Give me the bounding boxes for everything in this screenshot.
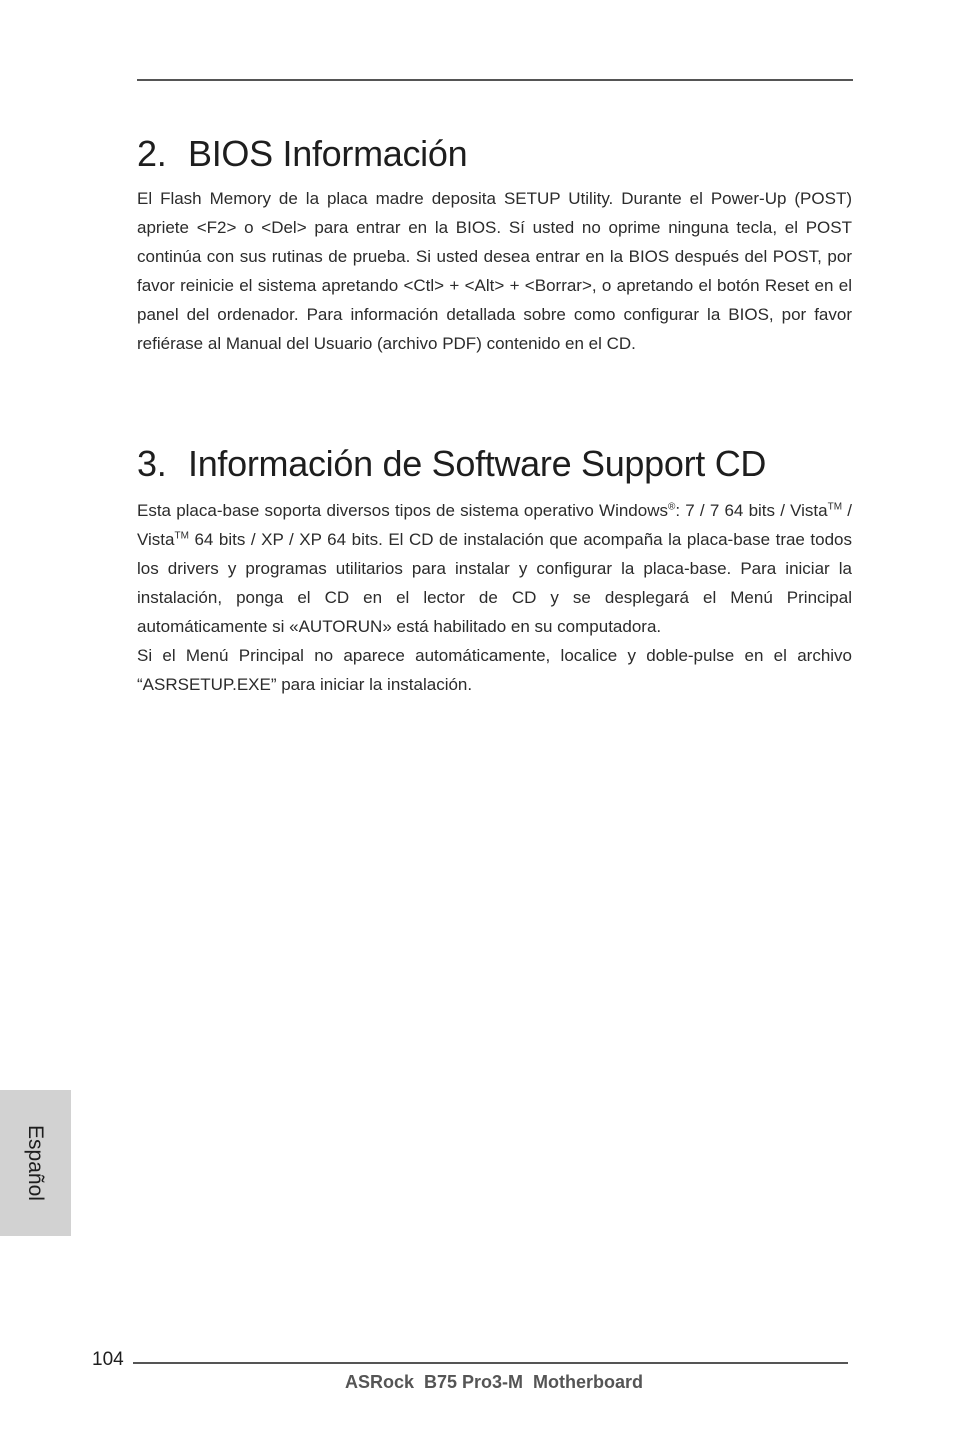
section-software-support-cd [137, 440, 852, 699]
section-number: 3. [137, 443, 167, 484]
footer-title: ASRock B75 Pro3-M Motherboard [345, 1372, 644, 1392]
section-body: El Flash Memory de la placa madre deposita SETUP Utility. Durante el Power-Up (POST) apriete <F2> o <Del> para entrar en la BIOS. Sí usted no oprime ninguna tecla, el POST continúa con sus rutinas de prueba. Si usted desea entrar en la BIOS después del POST, por favor reinicie el sistema apretando <Ctl> + <Alt> + <Borrar>, o apretando el botón Reset en el panel del ordenador. Para información detallada sobre como configurar la BIOS, por favor refiérase al Manual del Usuario (archivo PDF) contenido en el CD. [137, 189, 852, 353]
trademark-mark: TM [827, 501, 843, 513]
section-heading-cd [137, 440, 852, 488]
section-title: BIOS Información [188, 133, 468, 174]
trademark-mark: TM [174, 530, 189, 542]
section-bios-information [137, 130, 852, 358]
section-number: 2. [137, 133, 167, 174]
page-number: 104 [92, 1349, 124, 1370]
section-paragraph-manual-install: Si el Menú Principal no aparece automáticamente, localice y doble-pulse en el archivo “ASRSETUP.EXE” para iniciar la instalación. [137, 646, 852, 694]
text-run: 64 bits / XP / XP 64 bits. El CD de instalación que acompaña la placa-base trae todos los drivers y programas utilitarios para instalar y configurar la placa-base. Para iniciar la instalación, ponga el CD en el lector de CD y se desplegará el Menú Principal automáticamente si «AUTORUN» está habilitado en su computadora. [137, 530, 852, 636]
language-side-tab [0, 1090, 71, 1236]
text-run: Esta placa-base soporta diversos tipos de sistema operativo Windows [137, 501, 668, 520]
text-run: : 7 / 7 64 bits / Vista [675, 501, 828, 520]
footer-rule [133, 1362, 848, 1364]
section-title: Información de Software Support CD [188, 443, 767, 484]
section-paragraph-os-support [137, 496, 852, 641]
language-label: Español [24, 1125, 47, 1201]
header-rule [137, 79, 853, 81]
registered-mark: ® [667, 501, 676, 513]
text-run: / Vista [137, 501, 852, 549]
section-heading-bios [137, 130, 852, 178]
